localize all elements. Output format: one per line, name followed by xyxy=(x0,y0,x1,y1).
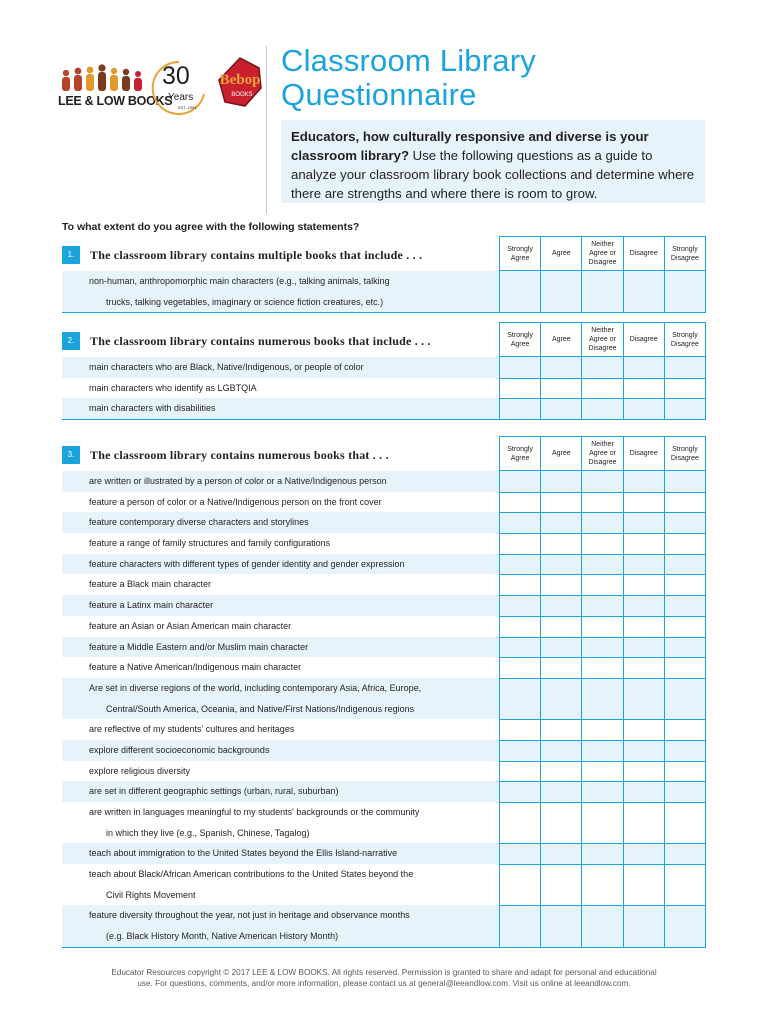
statement-row xyxy=(62,843,706,864)
scale-label: Strongly Agree xyxy=(507,245,533,262)
rating-cells xyxy=(499,595,706,616)
statement-label xyxy=(62,657,499,678)
rating-cell[interactable] xyxy=(540,782,581,802)
rating-cell[interactable] xyxy=(500,379,540,399)
statement-text: feature a Latinx main character xyxy=(89,600,214,611)
rating-cell[interactable] xyxy=(500,865,540,905)
statement-text: main characters who identify as LGBTQIA xyxy=(89,382,257,393)
page-title xyxy=(281,44,536,112)
svg-text:BOOKS: BOOKS xyxy=(231,92,253,98)
section-title: The classroom library contains numerous books that include . . . xyxy=(90,334,431,348)
rating-cells xyxy=(499,843,706,864)
section-header xyxy=(62,322,706,357)
scale-label: Neither Agree or Disagree xyxy=(581,323,622,356)
rating-cell[interactable] xyxy=(664,379,705,399)
rating-cell[interactable] xyxy=(623,906,664,946)
rating-cell[interactable] xyxy=(540,865,581,905)
rating-cell[interactable] xyxy=(540,844,581,864)
rating-cell[interactable] xyxy=(623,679,664,719)
rating-cells xyxy=(499,637,706,658)
scale-label: Disagree xyxy=(623,323,664,356)
rating-cell[interactable] xyxy=(500,357,540,378)
statement-text: in which they live (e.g., Spanish, Chinese, Tagalog) xyxy=(106,827,310,838)
rating-cell[interactable] xyxy=(500,679,540,719)
statement-label xyxy=(62,492,499,513)
statement-row xyxy=(62,271,706,312)
statement-text: explore religious diversity xyxy=(89,765,191,776)
rating-cell[interactable] xyxy=(581,513,622,533)
rating-cell[interactable] xyxy=(664,906,705,946)
scale-label: Strongly Disagree xyxy=(664,237,705,270)
section-header xyxy=(62,236,706,271)
rating-cell[interactable] xyxy=(623,720,664,740)
rating-cells xyxy=(499,512,706,533)
statement-row xyxy=(62,657,706,678)
rating-cell[interactable] xyxy=(581,906,622,946)
scale-label: Agree xyxy=(540,437,581,470)
statement-label xyxy=(62,678,499,719)
statement-text: main characters with disabilities xyxy=(89,403,216,414)
scale-label: Disagree xyxy=(623,437,664,470)
bebop-books-logo-icon xyxy=(215,56,265,108)
statement-text: teach about immigration to the United States beyond the Ellis Island-narrative xyxy=(89,848,398,859)
rating-cell[interactable] xyxy=(664,493,705,513)
rating-cell[interactable] xyxy=(581,844,622,864)
statement-row xyxy=(62,905,706,946)
rating-cell[interactable] xyxy=(664,399,705,419)
rating-cells xyxy=(499,574,706,595)
section-3 xyxy=(62,436,706,948)
rating-cell[interactable] xyxy=(623,865,664,905)
rating-cell[interactable] xyxy=(581,379,622,399)
rating-scale-header xyxy=(499,322,706,357)
scale-label: Agree xyxy=(540,237,581,270)
rating-cells xyxy=(499,554,706,575)
rating-cell[interactable] xyxy=(664,575,705,595)
rating-cell[interactable] xyxy=(500,741,540,761)
statement-text: are set in different geographic settings (urban, rural, suburban) xyxy=(89,786,339,797)
rating-cell[interactable] xyxy=(581,762,622,782)
rating-cell[interactable] xyxy=(664,596,705,616)
rating-cell[interactable] xyxy=(664,803,705,843)
rating-cell[interactable] xyxy=(540,399,581,419)
rating-cell[interactable] xyxy=(500,762,540,782)
rating-cell[interactable] xyxy=(664,865,705,905)
scale-label: Strongly Agree xyxy=(507,445,533,462)
rating-cell[interactable] xyxy=(623,379,664,399)
rating-cell[interactable] xyxy=(664,658,705,678)
statement-label xyxy=(62,637,499,658)
statement-text: feature a range of family structures and family configurations xyxy=(89,538,331,549)
statement-row xyxy=(62,398,706,419)
statement-text: feature contemporary diverse characters and storylines xyxy=(89,517,309,528)
rating-cell[interactable] xyxy=(540,741,581,761)
rating-cell[interactable] xyxy=(623,762,664,782)
rating-cell[interactable] xyxy=(623,357,664,378)
rating-cells xyxy=(499,719,706,740)
rating-cell[interactable] xyxy=(500,399,540,419)
rating-cell[interactable] xyxy=(581,399,622,419)
rating-cell[interactable] xyxy=(581,617,622,637)
rating-cell[interactable] xyxy=(664,844,705,864)
statement-row xyxy=(62,554,706,575)
statement-label xyxy=(62,905,499,946)
rating-cell[interactable] xyxy=(500,617,540,637)
rating-cell[interactable] xyxy=(623,471,664,492)
statement-text: Are set in diverse regions of the world, including contemporary Asia, Africa, Europe, xyxy=(89,682,422,693)
rating-cell[interactable] xyxy=(540,357,581,378)
rating-cell[interactable] xyxy=(623,638,664,658)
statement-text: explore different socioeconomic backgrounds xyxy=(89,744,270,755)
statement-text: Civil Rights Movement xyxy=(106,889,196,900)
rating-cells xyxy=(499,802,706,843)
scale-label: Neither Agree or Disagree xyxy=(581,237,622,270)
statement-label xyxy=(62,802,499,843)
rating-cell[interactable] xyxy=(500,575,540,595)
rating-cells xyxy=(499,533,706,554)
statement-rows xyxy=(62,471,706,948)
rating-cell[interactable] xyxy=(664,679,705,719)
rating-cell[interactable] xyxy=(664,617,705,637)
anniversary-word: Years xyxy=(168,92,194,103)
rating-cell[interactable] xyxy=(540,555,581,575)
anniversary-est: EST. 1991 xyxy=(178,105,197,110)
rating-cell[interactable] xyxy=(664,471,705,492)
statement-row xyxy=(62,574,706,595)
rating-cell[interactable] xyxy=(581,534,622,554)
statement-row xyxy=(62,512,706,533)
statement-text: feature a Black main character xyxy=(89,579,212,590)
rating-cell[interactable] xyxy=(581,638,622,658)
rating-cell[interactable] xyxy=(500,534,540,554)
statement-label xyxy=(62,533,499,554)
rating-cell[interactable] xyxy=(500,720,540,740)
rating-cell[interactable] xyxy=(664,741,705,761)
rating-cells xyxy=(499,740,706,761)
rating-cell[interactable] xyxy=(623,617,664,637)
scale-label: Strongly Agree xyxy=(507,331,533,348)
rating-cell[interactable] xyxy=(623,658,664,678)
statement-text: feature characters with different types of gender identity and gender expression xyxy=(89,558,405,569)
rating-cells xyxy=(499,864,706,905)
intro-box xyxy=(281,120,705,203)
rating-cell[interactable] xyxy=(664,555,705,575)
statement-row xyxy=(62,719,706,740)
statement-row xyxy=(62,761,706,782)
statement-label xyxy=(62,595,499,616)
statement-rows xyxy=(62,357,706,420)
svg-text:Bebop: Bebop xyxy=(219,72,261,88)
statement-text: feature a person of color or a Native/Indigenous person on the front cover xyxy=(89,496,382,507)
rating-cell[interactable] xyxy=(581,471,622,492)
section-title: The classroom library contains numerous books that . . . xyxy=(90,448,389,462)
rating-cells xyxy=(499,471,706,492)
rating-cells xyxy=(499,357,706,378)
statement-row xyxy=(62,740,706,761)
statement-text: feature an Asian or Asian American main character xyxy=(89,620,292,631)
rating-cell[interactable] xyxy=(623,803,664,843)
rating-cell[interactable] xyxy=(581,357,622,378)
rating-cell[interactable] xyxy=(623,782,664,802)
scale-label: Strongly Disagree xyxy=(664,437,705,470)
section-header xyxy=(62,436,706,471)
section-number-badge: 2. xyxy=(62,332,80,350)
statement-text: (e.g. Black History Month, Native American History Month) xyxy=(106,931,339,942)
statement-text: feature diversity throughout the year, not just in heritage and observance months xyxy=(89,910,410,921)
statement-label xyxy=(62,357,499,378)
rating-cells xyxy=(499,398,706,419)
statement-row xyxy=(62,492,706,513)
rating-cell[interactable] xyxy=(500,906,540,946)
rating-cells xyxy=(499,678,706,719)
statement-row xyxy=(62,678,706,719)
rating-cell[interactable] xyxy=(623,534,664,554)
scale-label: Strongly Disagree xyxy=(664,323,705,356)
statement-rows xyxy=(62,271,706,313)
rating-cell[interactable] xyxy=(540,679,581,719)
scale-label: Disagree xyxy=(623,237,664,270)
footer-line-1: Educator Resources copyright © 2017 LEE & LOW BOOKS. All rights reserved. Permission is granted to share and adapt for personal and educational xyxy=(111,968,657,977)
section-number-badge: 3. xyxy=(62,446,80,464)
rating-cells xyxy=(499,905,706,946)
statement-row xyxy=(62,533,706,554)
statement-label xyxy=(62,512,499,533)
statement-label xyxy=(62,271,499,312)
statement-label xyxy=(62,719,499,740)
scale-label: Agree xyxy=(540,323,581,356)
rating-cell[interactable] xyxy=(500,803,540,843)
rating-cells xyxy=(499,761,706,782)
statement-label xyxy=(62,843,499,864)
statement-text: main characters who are Black, Native/Indigenous, or people of color xyxy=(89,362,364,372)
rating-cell[interactable] xyxy=(540,471,581,492)
statement-text: are reflective of my students' cultures and heritages xyxy=(89,724,295,735)
header-divider xyxy=(266,46,267,214)
footer-line-2: use. For questions, comments, and/or more information, please contact us at general@leeandlow.com. Visit us online at leeandlow.com. xyxy=(137,979,631,988)
statement-row xyxy=(62,471,706,492)
rating-cells xyxy=(499,492,706,513)
rating-cell[interactable] xyxy=(500,596,540,616)
rating-cell[interactable] xyxy=(664,720,705,740)
rating-cell[interactable] xyxy=(664,534,705,554)
statement-row xyxy=(62,781,706,802)
statement-row xyxy=(62,357,706,378)
rating-cell[interactable] xyxy=(500,513,540,533)
statement-text: teach about Black/African American contributions to the United States beyond the xyxy=(89,869,414,880)
rating-cell[interactable] xyxy=(623,596,664,616)
rating-cell[interactable] xyxy=(500,844,540,864)
statement-row xyxy=(62,637,706,658)
rating-cell[interactable] xyxy=(540,534,581,554)
intro-text: Use the following questions as a guide to analyze your classroom library book collections and determine where there are strengths and where there is room to grow. xyxy=(291,148,695,201)
rating-cell[interactable] xyxy=(623,399,664,419)
statement-label xyxy=(62,378,499,399)
rating-cells xyxy=(499,781,706,802)
rating-cells xyxy=(499,271,706,312)
rating-cell[interactable] xyxy=(581,679,622,719)
anniversary-number: 30 xyxy=(162,62,190,90)
rating-cell[interactable] xyxy=(664,638,705,658)
section-2 xyxy=(62,322,706,420)
rating-cell[interactable] xyxy=(540,617,581,637)
statement-label xyxy=(62,616,499,637)
scale-label: Neither Agree or Disagree xyxy=(581,437,622,470)
statement-label xyxy=(62,740,499,761)
statement-text: are written or illustrated by a person of color or a Native/Indigenous person xyxy=(89,476,387,486)
rating-cell[interactable] xyxy=(581,555,622,575)
rating-scale-header xyxy=(499,236,706,271)
statement-text: are written in languages meaningful to my students' backgrounds or the community xyxy=(89,807,420,818)
instructions-prompt: To what extent do you agree with the following statements? xyxy=(62,221,360,233)
statement-row xyxy=(62,802,706,843)
rating-cell[interactable] xyxy=(581,271,622,312)
rating-cell[interactable] xyxy=(500,493,540,513)
footer-copyright xyxy=(0,967,768,989)
rating-cell[interactable] xyxy=(500,555,540,575)
rating-cell[interactable] xyxy=(581,741,622,761)
statement-label xyxy=(62,554,499,575)
rating-cell[interactable] xyxy=(540,271,581,312)
rating-cell[interactable] xyxy=(623,555,664,575)
rating-cell[interactable] xyxy=(623,844,664,864)
rating-cell[interactable] xyxy=(500,271,540,312)
rating-cell[interactable] xyxy=(623,513,664,533)
section-title: The classroom library contains multiple books that include . . . xyxy=(90,248,423,262)
rating-cell[interactable] xyxy=(664,762,705,782)
publisher-wordmark: LEE & LOW BOOKS xyxy=(58,94,173,108)
rating-cell[interactable] xyxy=(581,782,622,802)
rating-cell[interactable] xyxy=(540,720,581,740)
rating-cell[interactable] xyxy=(540,906,581,946)
rating-cell[interactable] xyxy=(623,575,664,595)
rating-cell[interactable] xyxy=(540,638,581,658)
rating-cell[interactable] xyxy=(540,596,581,616)
statement-label xyxy=(62,471,499,492)
title-line-1: Classroom Library xyxy=(281,43,536,78)
statement-text: feature a Native American/Indigenous main character xyxy=(89,662,302,673)
rating-cell[interactable] xyxy=(581,720,622,740)
statement-label xyxy=(62,761,499,782)
rating-cell[interactable] xyxy=(664,513,705,533)
rating-cell[interactable] xyxy=(540,493,581,513)
rating-cell[interactable] xyxy=(581,493,622,513)
logo-group xyxy=(58,56,268,126)
rating-cell[interactable] xyxy=(581,658,622,678)
rating-cell[interactable] xyxy=(540,379,581,399)
rating-cell[interactable] xyxy=(500,471,540,492)
rating-cell[interactable] xyxy=(581,803,622,843)
rating-cell[interactable] xyxy=(664,271,705,312)
statement-row xyxy=(62,864,706,905)
rating-cell[interactable] xyxy=(623,271,664,312)
rating-cells xyxy=(499,616,706,637)
intro-question: Educators, how culturally responsive and diverse is your classroom library? xyxy=(291,129,649,163)
rating-cell[interactable] xyxy=(623,493,664,513)
rating-cell[interactable] xyxy=(581,596,622,616)
rating-cells xyxy=(499,378,706,399)
statement-label xyxy=(62,864,499,905)
statement-text: non-human, anthropomorphic main characters (e.g., talking animals, talking xyxy=(89,276,390,286)
rating-cells xyxy=(499,657,706,678)
rating-cell[interactable] xyxy=(540,762,581,782)
rating-cell[interactable] xyxy=(664,782,705,802)
statement-row xyxy=(62,378,706,399)
section-number-badge: 1. xyxy=(62,246,80,264)
rating-cell[interactable] xyxy=(664,357,705,378)
statement-row xyxy=(62,595,706,616)
statement-label xyxy=(62,398,499,419)
statement-row xyxy=(62,616,706,637)
rating-scale-header xyxy=(499,436,706,471)
rating-cell[interactable] xyxy=(623,741,664,761)
rating-cell[interactable] xyxy=(500,782,540,802)
rating-cell[interactable] xyxy=(581,575,622,595)
statement-text: trucks, talking vegetables, imaginary or science fiction creatures, etc.) xyxy=(106,296,384,307)
rating-cell[interactable] xyxy=(500,638,540,658)
title-line-2: Questionnaire xyxy=(281,77,477,112)
section-1 xyxy=(62,236,706,313)
rating-cell[interactable] xyxy=(540,803,581,843)
rating-cell[interactable] xyxy=(540,575,581,595)
statement-label xyxy=(62,574,499,595)
statement-label xyxy=(62,781,499,802)
statement-text: Central/South America, Oceania, and Native/First Nations/Indigenous regions xyxy=(106,703,415,714)
rating-cell[interactable] xyxy=(500,658,540,678)
rating-cell[interactable] xyxy=(581,865,622,905)
statement-text: feature a Middle Eastern and/or Muslim main character xyxy=(89,641,309,652)
rating-cell[interactable] xyxy=(540,658,581,678)
rating-cell[interactable] xyxy=(540,513,581,533)
